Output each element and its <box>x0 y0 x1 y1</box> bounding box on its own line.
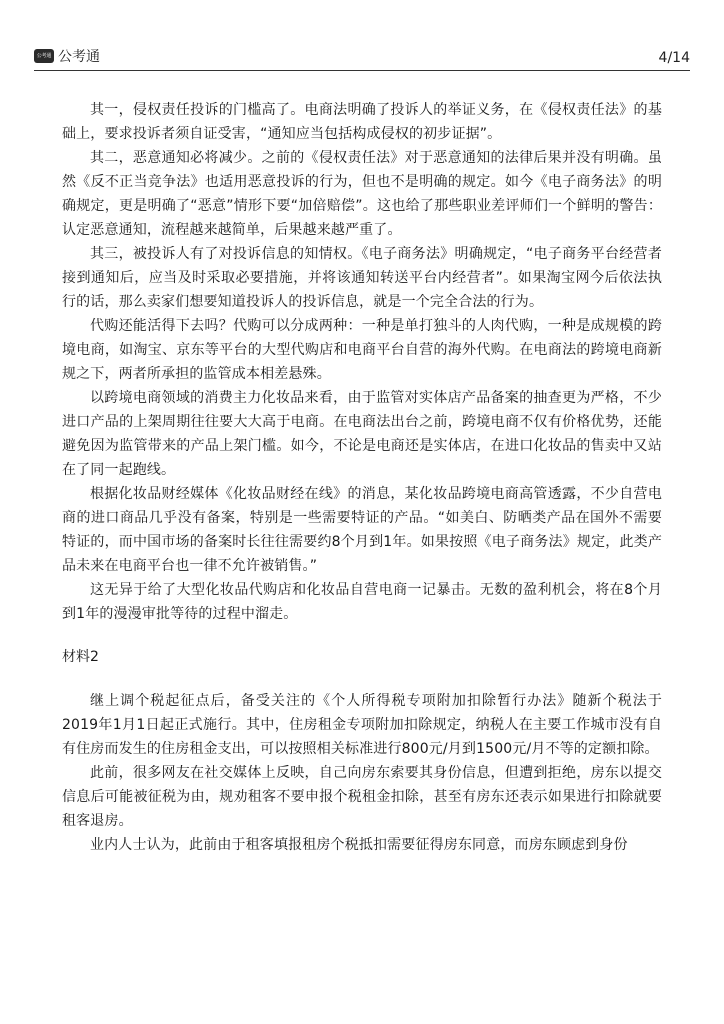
paragraph: 其二，恶意通知必将减少。之前的《侵权责任法》对于恶意通知的法律后果并没有明确。虽然《反不正当竞争法》也适用恶意投诉的行为，但也不是明确的规定。如今《电子商务法》的明确规定，更是明确了“恶意”情形下要“加倍赔偿”。这也给了那些职业差评师们一个鲜明的警告：认定恶意通知，流程越来越简单，后果越来越严重了。 <box>62 150 662 238</box>
paragraph: 这无异于给了大型化妆品代购店和化妆品自营电商一记暴击。无数的盈利机会，将在8个月到1年的漫漫审批等待的过程中溜走。 <box>62 582 662 622</box>
logo-badge-icon: 公考通 <box>34 49 54 63</box>
paragraph: 代购还能活得下去吗？代购可以分成两种：一种是单打独斗的人肉代购，一种是成规模的跨境电商，如淘宝、京东等平台的大型代购店和电商平台自营的海外代购。在电商法的跨境电商新规之下，两者所承担的监管成本相差悬殊。 <box>62 318 662 382</box>
paragraph: 此前，很多网友在社交媒体上反映，自己向房东索要其身份信息，但遭到拒绝，房东以提交信息后可能被征税为由，规劝租客不要申报个税租金扣除，甚至有房东还表示如果进行扣除就要租客退房。 <box>62 765 662 829</box>
page-header <box>34 44 690 71</box>
paragraph: 其三，被投诉人有了对投诉信息的知情权。《电子商务法》明确规定，“电子商务平台经营者接到通知后，应当及时采取必要措施，并将该通知转送平台内经营者”。如果淘宝网今后依法执行的话，那么卖家们想要知道投诉人的投诉信息，就是一个完全合法的行为。 <box>62 246 662 310</box>
paragraph: 业内人士认为，此前由于租客填报租房个税抵扣需要征得房东同意，而房东顾虑到身份 <box>90 837 628 853</box>
brand-logo <box>34 46 100 66</box>
section-heading: 材料2 <box>62 649 99 665</box>
paragraph: 根据化妆品财经媒体《化妆品财经在线》的消息，某化妆品跨境电商高管透露，不少自营电商的进口商品几乎没有备案，特别是一些需要特证的产品。“如美白、防晒类产品在国外不需要特证的，而中国市场的备案时长往往需要约8个月到1年。如果按照《电子商务法》规定，此类产品未来在电商平台也一律不允许被销售。” <box>62 486 662 574</box>
page-number: 4/14 <box>658 50 690 66</box>
logo-text: 公考通 <box>58 49 100 65</box>
paragraph: 以跨境电商领域的消费主力化妆品来看，由于监管对实体店产品备案的抽查更为严格，不少进口产品的上架周期往往要大大高于电商。在电商法出台之前，跨境电商不仅有价格优势，还能避免因为监管带来的产品上架门槛。如今，不论是电商还是实体店，在进口化妆品的售卖中又站在了同一起跑线。 <box>62 390 662 478</box>
paragraph: 继上调个税起征点后，备受关注的《个人所得税专项附加扣除暂行办法》随新个税法于2019年1月1日起正式施行。其中，住房租金专项附加扣除规定，纳税人在主要工作城市没有自有住房而发生的住房租金支出，可以按照相关标准进行800元/月到1500元/月不等的定额扣除。 <box>62 693 662 757</box>
paragraph: 其一，侵权责任投诉的门槛高了。电商法明确了投诉人的举证义务，在《侵权责任法》的基础上，要求投诉者须自证受害，“通知应当包括构成侵权的初步证据”。 <box>62 102 662 142</box>
document-body <box>62 98 662 857</box>
